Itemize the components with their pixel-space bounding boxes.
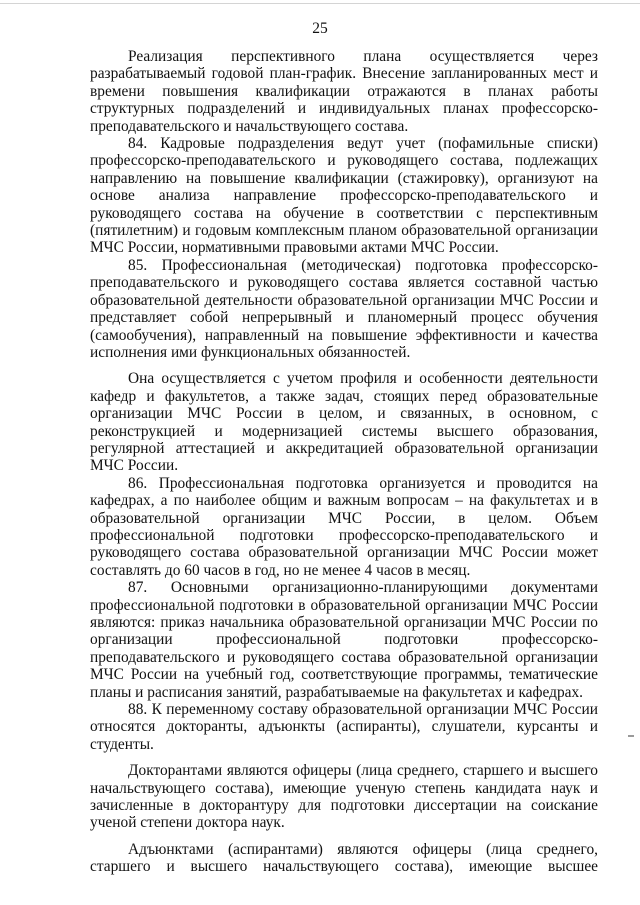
paragraph-88: 88. К переменному составу образовательной организации МЧС России относятся докторанты, адъюнкты (аспиранты), слушатели, курсанты и студенты. xyxy=(90,701,598,753)
paragraph-doctoral-students: Докторантами являются офицеры (лица среднего, старшего и высшего начальствующего состава), имеющие ученую степень кандидата наук и зачисленные в докторантуру для подготовки диссертации на соискание ученой степени доктора наук. xyxy=(90,762,598,832)
scan-edge-mark xyxy=(628,735,634,737)
paragraph-87: 87. Основными организационно-планирующими документами профессиональной подготовки в образовательной организации МЧС России являются: приказ начальника образовательной организации МЧС России по организации профессиональной подготовки профессорско-преподавательского и руководящего состава образовательной организации МЧС России на учебный год, соответствующие программы, тематические планы и расписания занятий, разрабатываемые на факультетах и кафедрах. xyxy=(90,579,598,701)
paragraph-85-continued: Она осуществляется с учетом профиля и особенности деятельности кафедр и факультетов, а также задач, стоящих перед образовательные организации МЧС России в целом, и связанных, в основном, с реконструкцией и модернизацией системы высшего образования, регулярной аттестацией и аккредитацией образовательной организации МЧС России. xyxy=(90,370,598,475)
document-body xyxy=(90,48,598,876)
paragraph-85: 85. Профессиональная (методическая) подготовка профессорско-преподавательского и руководящего состава является составной частью образовательной деятельности образовательной организации МЧС России и представляет собой непрерывный и планомерный процесс обучения (самообучения), направленный на повышение эффективности и качества исполнения ими функциональных обязанностей. xyxy=(90,256,598,361)
paragraph-plan-implementation: Реализация перспективного плана осуществляется через разрабатываемый годовой план-график. Внесение запланированных мест и времени повышения квалификации отражаются в планах работы структурных подразделений и индивидуальных планах профессорско-преподавательского и начальствующего состава. xyxy=(90,48,598,135)
page-number: 25 xyxy=(312,20,328,37)
page-top-edge xyxy=(0,3,640,4)
paragraph-86: 86. Профессиональная подготовка организуется и проводится на кафедрах, а по наиболее общим и важным вопросам – на факультетах и в образовательной организации МЧС России, в целом. Объем профессиональной подготовки профессорско-преподавательского и руководящего состава образовательной организации МЧС России может составлять до 60 часов в год, но не менее 4 часов в месяц. xyxy=(90,474,598,579)
paragraph-adjuncts: Адъюнктами (аспирантами) являются офицеры (лица среднего, старшего и высшего начальствующего состава), имеющие высшее xyxy=(90,840,598,876)
paragraph-84: 84. Кадровые подразделения ведут учет (пофамильные списки) профессорско-преподавательского и руководящего состава, подлежащих направлению на повышение квалификации (стажировку), организуют на основе анализа направление профессорско-преподавательского и руководящего состава на обучение в соответствии с перспективным (пятилетним) и годовым комплексным планом образовательной организации МЧС России, нормативными правовыми актами МЧС России. xyxy=(90,135,598,257)
